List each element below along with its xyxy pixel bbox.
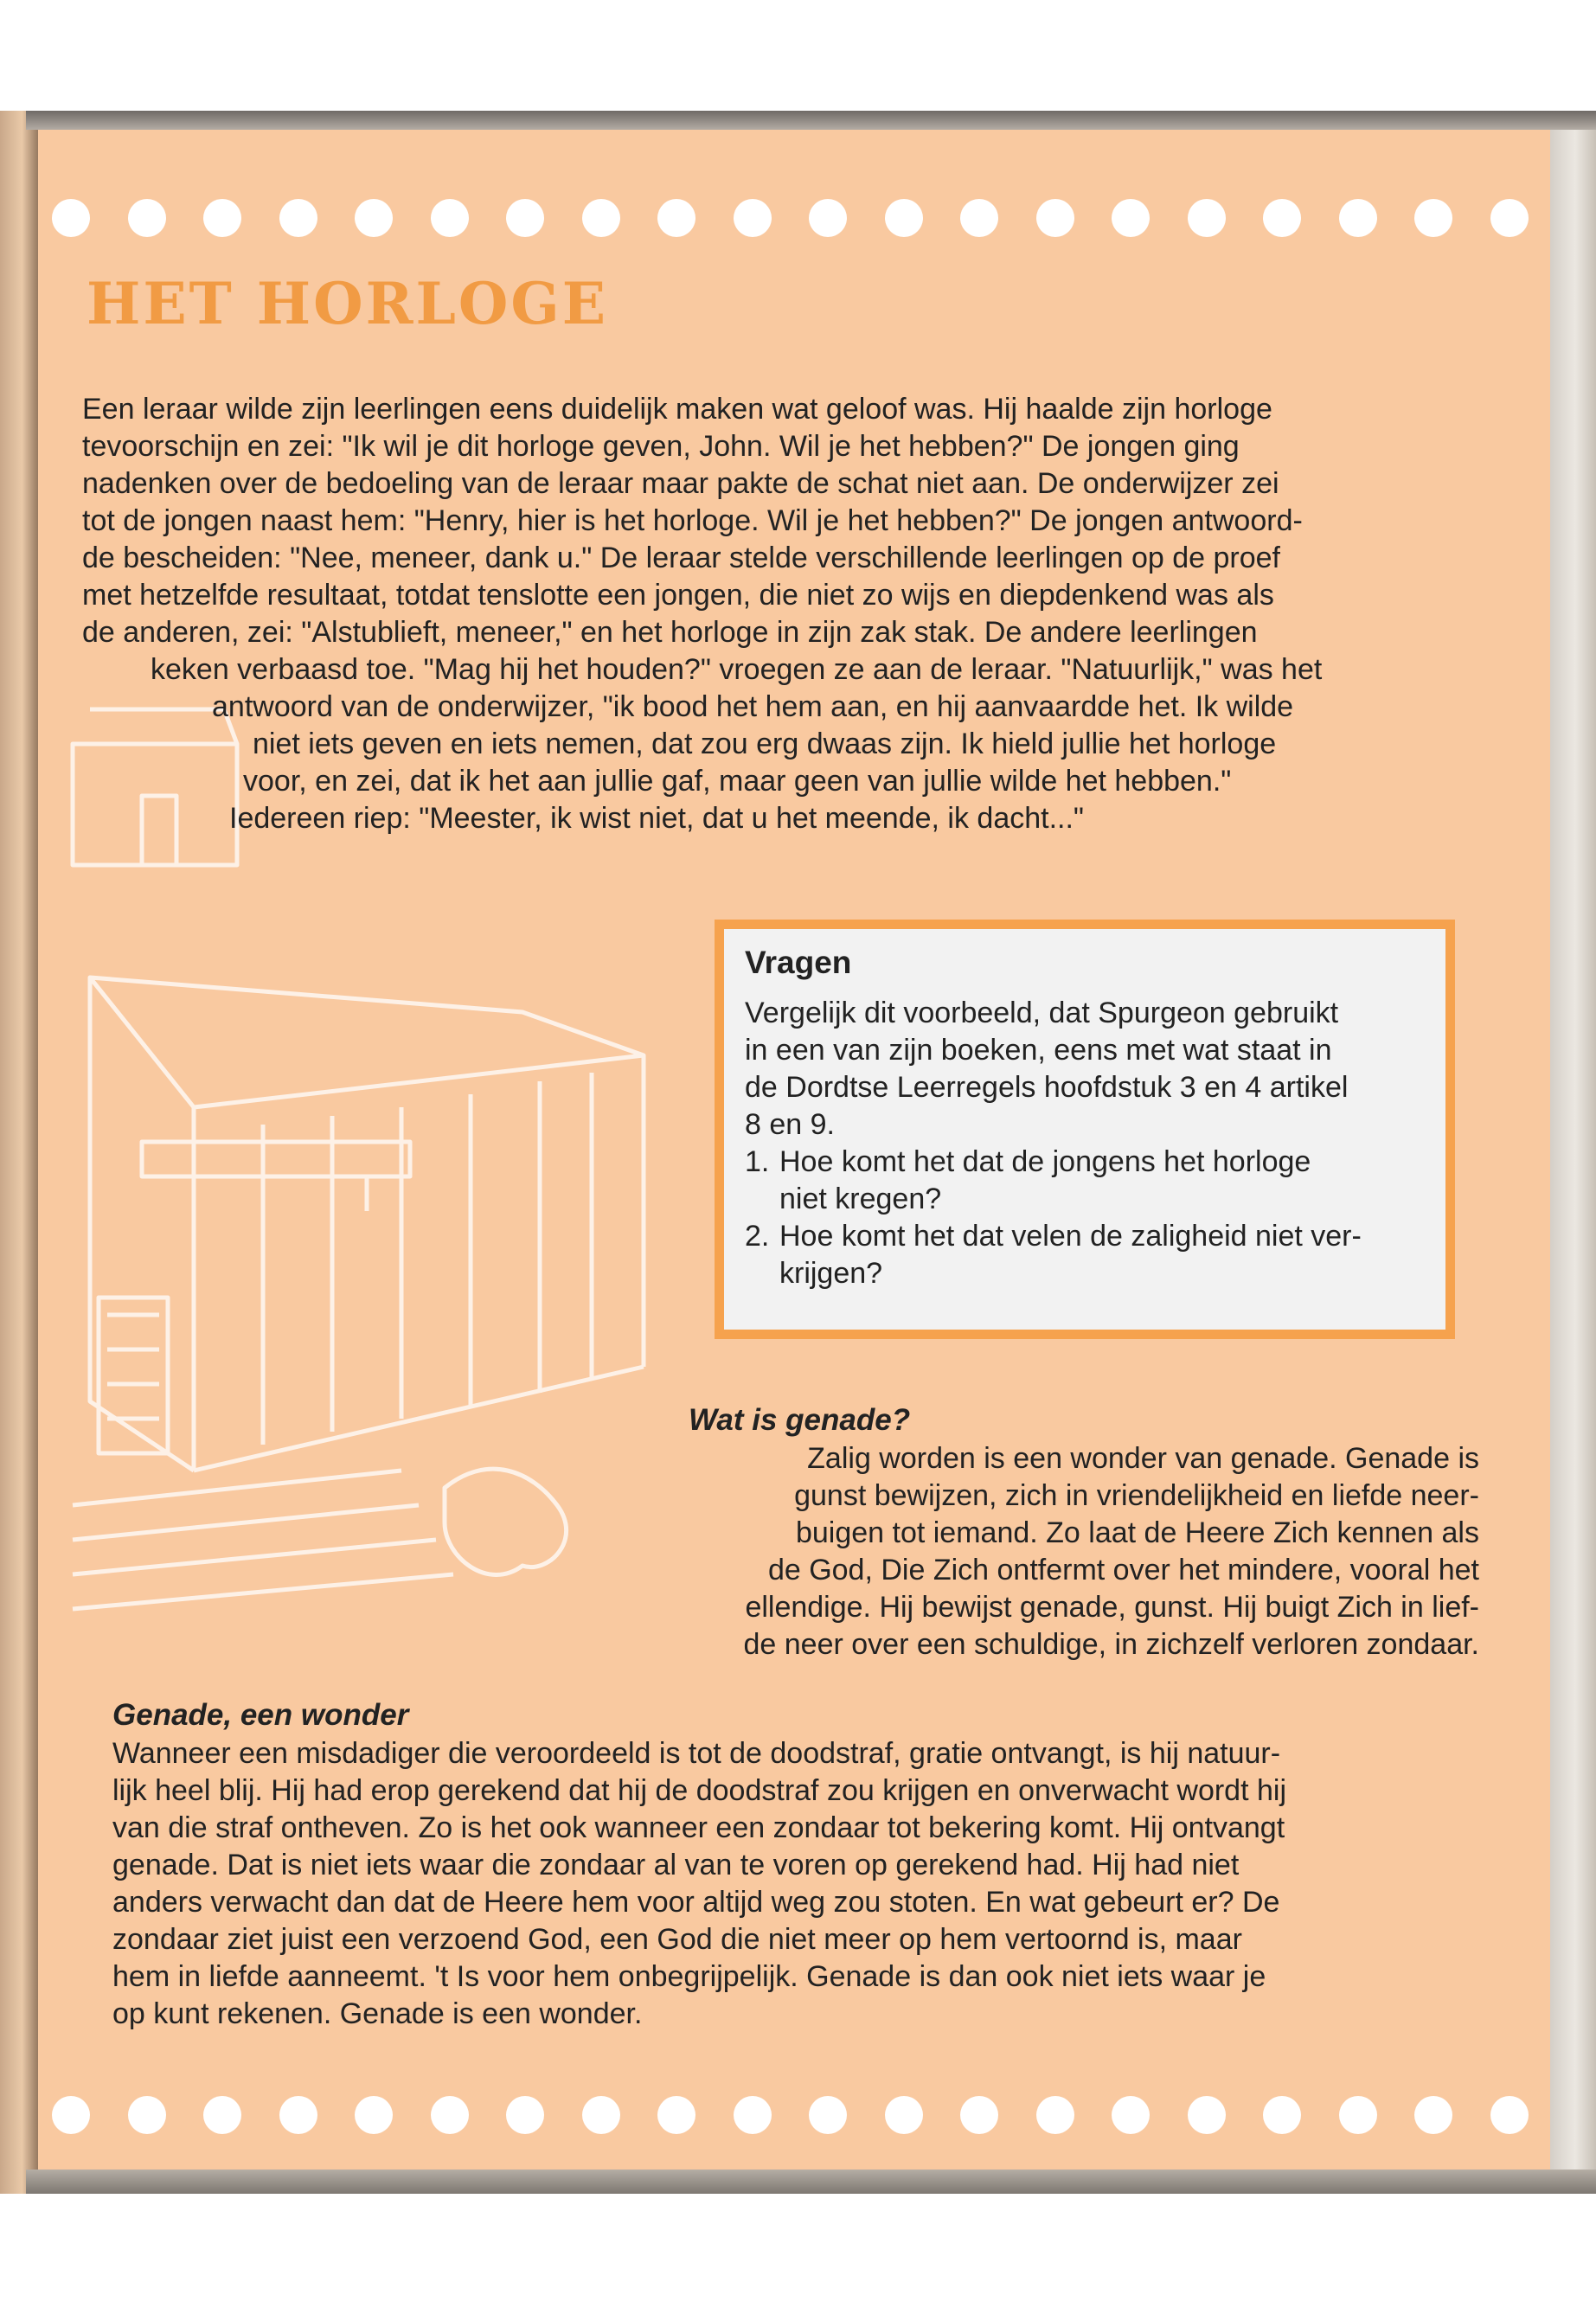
article-title: HET HORLOGE (87, 270, 609, 337)
decorative-dot (582, 199, 620, 237)
decorative-dot (1112, 2096, 1150, 2134)
decorative-dot (1414, 199, 1452, 237)
decorative-dot (657, 199, 695, 237)
intro-line: niet iets geven en iets nemen, dat zou erg dwaas zijn. Ik hield jullie het horloge (253, 727, 1277, 760)
decorative-dot (1263, 199, 1301, 237)
decorative-dot (128, 2096, 166, 2134)
question-line: Hoe komt het dat de jongens het horloge (779, 1145, 1311, 1178)
questions-intro-line: Vergelijk dit voorbeeld, dat Spurgeon gebruikt (745, 997, 1339, 1029)
book-bottom-edge (26, 2170, 1596, 2194)
decorative-dot (1036, 199, 1074, 237)
question-line: Hoe komt het dat velen de zaligheid niet ver- (779, 1220, 1362, 1253)
questions-intro-line: de Dordtse Leerregels hoofdstuk 3 en 4 artikel (745, 1071, 1349, 1104)
decorative-dot (1263, 2096, 1301, 2134)
grace-line: de neer over een schuldige, in zichzelf verloren zondaar. (743, 1628, 1479, 1661)
grace-paragraph (614, 1440, 1479, 1663)
decorative-dot (279, 199, 317, 237)
wonder-line: zondaar ziet juist een verzoend God, een God die niet meer op hem vertoornd is, maar (112, 1923, 1242, 1956)
grace-line: ellendige. Hij bewijst genade, gunst. Hij buigt Zich in lief- (745, 1591, 1479, 1624)
questions-box (715, 920, 1455, 1339)
wonder-line: hem in liefde aanneemt. 't Is voor hem onbegrijpelijk. Genade is dan ook niet iets waar je (112, 1960, 1266, 1993)
decorative-dot (1188, 2096, 1226, 2134)
wonder-line: anders verwacht dan dat de Heere hem voor altijd weg zou stoten. En wat gebeurt er? De (112, 1886, 1280, 1919)
decorative-dot (431, 199, 469, 237)
question-item (745, 1144, 1425, 1218)
decorative-dot (1339, 2096, 1377, 2134)
decorative-dot (1414, 2096, 1452, 2134)
question-number: 1. (745, 1145, 770, 1178)
decorative-dot (506, 2096, 544, 2134)
decorative-dot (809, 2096, 847, 2134)
intro-line: Iedereen riep: "Meester, ik wist niet, dat u het meende, ik dacht..." (229, 802, 1084, 835)
intro-line: de anderen, zei: "Alstublieft, meneer," en het horloge in zijn zak stak. De andere leerlingen (82, 616, 1258, 649)
decorative-dot (506, 199, 544, 237)
wonder-line: lijk heel blij. Hij had erop gerekend dat hij de doodstraf zou krijgen en onverwacht wordt hij (112, 1774, 1286, 1807)
grace-line: buigen tot iemand. Zo laat de Heere Zich kennen als (795, 1516, 1479, 1549)
decorative-dot (960, 2096, 998, 2134)
wonder-line: op kunt rekenen. Genade is een wonder. (112, 1997, 643, 2030)
decorative-dot (1112, 199, 1150, 237)
wonder-line: genade. Dat is niet iets waar die zondaar al van te voren op gerekend had. Hij had niet (112, 1849, 1240, 1881)
intro-line: tevoorschijn en zei: "Ik wil je dit horloge geven, John. Wil je het hebben?" De jongen ging (82, 430, 1240, 463)
decorative-dot (128, 199, 166, 237)
dot-strip-top (52, 199, 1548, 237)
intro-line: tot de jongen naast hem: "Henry, hier is het horloge. Wil je het hebben?" De jongen antwoord- (82, 504, 1303, 537)
decorative-dot (1036, 2096, 1074, 2134)
grace-line: Zalig worden is een wonder van genade. Genade is (807, 1442, 1479, 1475)
book-spine (0, 111, 40, 2194)
decorative-dot (734, 199, 772, 237)
decorative-dot (582, 2096, 620, 2134)
decorative-dot (734, 2096, 772, 2134)
wonder-paragraph (112, 1735, 1462, 2033)
decorative-dot (1188, 199, 1226, 237)
questions-title: Vragen (745, 945, 852, 980)
decorative-dot (809, 199, 847, 237)
questions-box-inner (724, 929, 1445, 1330)
questions-intro-line: 8 en 9. (745, 1108, 835, 1141)
question-line: niet kregen? (779, 1183, 942, 1215)
wonder-heading: Genade, een wonder (112, 1698, 409, 1732)
intro-line: Een leraar wilde zijn leerlingen eens duidelijk maken wat geloof was. Hij haalde zijn horloge (82, 393, 1272, 426)
decorative-dot (431, 2096, 469, 2134)
question-number: 2. (745, 1220, 770, 1253)
intro-line: voor, en zei, dat ik het aan jullie gaf, maar geen van jullie wilde het hebben." (243, 765, 1232, 798)
decorative-dot (355, 2096, 393, 2134)
decorative-dot (52, 2096, 90, 2134)
intro-paragraph (82, 391, 1501, 837)
wonder-line: van die straf ontheven. Zo is het ook wanneer een zondaar tot bekering komt. Hij ontvangt (112, 1811, 1285, 1844)
grace-heading: Wat is genade? (689, 1403, 911, 1437)
decorative-dot (1490, 199, 1529, 237)
question-line: krijgen? (779, 1257, 883, 1290)
decorative-dot (960, 199, 998, 237)
questions-intro (745, 995, 1425, 1144)
grace-line: gunst bewijzen, zich in vriendelijkheid en liefde neer- (794, 1479, 1479, 1512)
decorative-dot (279, 2096, 317, 2134)
building-illustration (38, 692, 661, 1730)
grace-line: de God, Die Zich ontfermt over het mindere, vooral het (767, 1554, 1479, 1586)
decorative-dot (657, 2096, 695, 2134)
intro-line: de bescheiden: "Nee, meneer, dank u." De leraar stelde verschillende leerlingen op de proef (82, 542, 1281, 574)
questions-intro-line: in een van zijn boeken, eens met wat staat in (745, 1034, 1332, 1067)
dot-strip-bottom (52, 2096, 1548, 2134)
decorative-dot (1339, 199, 1377, 237)
decorative-dot (885, 199, 923, 237)
wonder-line: Wanneer een misdadiger die veroordeeld is tot de doodstraf, gratie ontvangt, is hij natuur- (112, 1737, 1281, 1770)
decorative-dot (885, 2096, 923, 2134)
intro-line: nadenken over de bedoeling van de leraar maar pakte de schat niet aan. De onderwijzer zei (82, 467, 1279, 500)
decorative-dot (203, 2096, 241, 2134)
book-top-shadow (26, 111, 1596, 130)
question-item (745, 1218, 1425, 1292)
intro-line: keken verbaasd toe. "Mag hij het houden?" vroegen ze aan de leraar. "Natuurlijk," was het (151, 653, 1323, 686)
decorative-dot (203, 199, 241, 237)
intro-line: antwoord van de onderwijzer, "ik bood het hem aan, en hij aanvaardde het. Ik wilde (212, 690, 1294, 723)
intro-line: met hetzelfde resultaat, totdat tenslotte een jongen, die niet zo wijs en diepdenkend was als (82, 579, 1274, 612)
decorative-dot (355, 199, 393, 237)
decorative-dot (52, 199, 90, 237)
book-page-edge (1544, 111, 1596, 2194)
decorative-dot (1490, 2096, 1529, 2134)
